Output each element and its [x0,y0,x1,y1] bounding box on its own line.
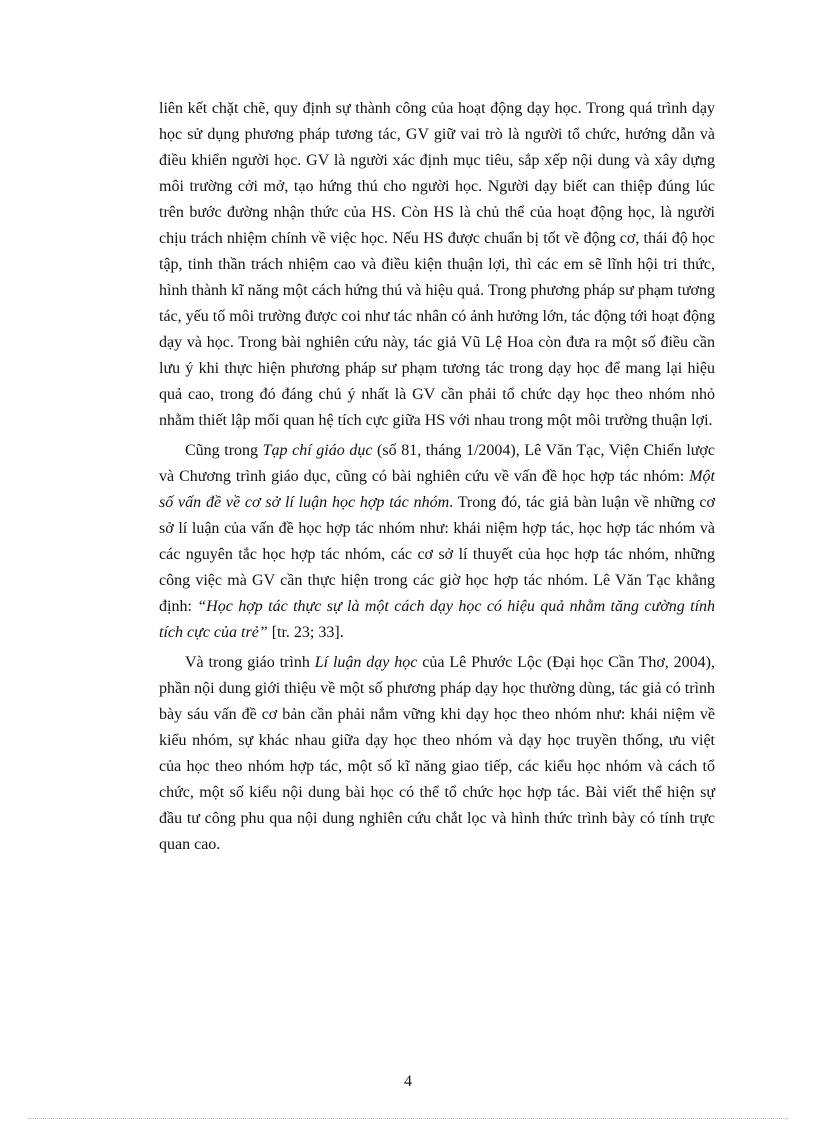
page-number: 4 [404,1073,412,1090]
citation: [tr. 23; 33]. [267,624,344,641]
body-text [159,96,715,858]
page-bottom-divider [28,1118,788,1119]
paragraph-tap-chi-giao-duc [159,438,715,646]
article-title: Một số vấn đề về cơ sở lí luận học hợp tác nhóm [159,468,715,511]
paragraph3-part1: Và trong giáo trình [185,654,315,671]
paragraph2-part1: Cũng trong [185,442,263,459]
book-title: Lí luận dạy học [314,654,418,671]
paragraph2-part2: (số 81, tháng 1/2004), Lê Văn Tạc, Viện Chiến lược và Chương trình giáo dục, cũng có bài nghiên cứu về vấn đề học hợp tác nhóm: [159,442,715,485]
paragraph3-part2: của Lê Phước Lộc (Đại học Cần Thơ, 2004), phần nội dung giới thiệu về một số phương pháp dạy học thường dùng, tác giả có trình bày sáu vấn đề cơ bản cần phải nắm vững khi dạy học theo nhóm như: khái niệm về kiểu nhóm, sự khác nhau giữa dạy học theo nhóm và dạy học truyền thống, ưu việt của học theo nhóm hợp tác, một số kĩ năng giao tiếp, các kiểu học nhóm và cách tổ chức, một số kiểu nội dung bài học có thể tổ chức học hợp tác. Bài viết thể hiện sự đầu tư công phu qua nội dung nghiên cứu chắt lọc và hình thức trình bày có tính trực quan cao. [159,654,715,853]
paragraph-continued: liên kết chặt chẽ, quy định sự thành công của hoạt động dạy học. Trong quá trình dạy học sử dụng phương pháp tương tác, GV giữ vai trò là người tổ chức, hướng dẫn và điều khiển người học. GV là người xác định mục tiêu, sắp xếp nội dung và xây dựng môi trường cởi mở, tạo hứng thú cho người học. Người dạy biết can thiệp đúng lúc trên bước đường nhận thức của HS. Còn HS là chủ thể của hoạt động học, là người chịu trách nhiệm chính về việc học. Nếu HS được chuẩn bị tốt về động cơ, thái độ học tập, tinh thần trách nhiệm cao và điều kiện thuận lợi, thì các em sẽ lĩnh hội tri thức, hình thành kĩ năng một cách hứng thú và hiệu quả. Trong phương pháp sư phạm tương tác, yếu tố môi trường được coi như tác nhân có ảnh hưởng lớn, tác động tới hoạt động dạy và học. Trong bài nghiên cứu này, tác giả Vũ Lệ Hoa còn đưa ra một số điều cần lưu ý khi thực hiện phương pháp sư phạm tương tác trong dạy học để mang lại hiệu quả cao, trong đó đáng chú ý nhất là GV cần phải tổ chức dạy học theo nhóm nhỏ nhằm thiết lập mối quan hệ tích cực giữa HS với nhau trong một môi trường thuận lợi. [159,100,715,429]
journal-name: Tạp chí giáo dục [262,442,373,459]
quote: “Học hợp tác thực sự là một cách dạy học có hiệu quả nhằm tăng cường tính tích cực của trẻ” [159,598,716,641]
paragraph-li-luan-day-hoc [159,650,715,858]
paragraph2-part3: . Trong đó, tác giả bàn luận về những cơ sở lí luận của vấn đề học hợp tác nhóm như: khái niệm hợp tác, học hợp tác nhóm và các nguyên tắc học hợp tác nhóm, các cơ sở lí thuyết của học hợp tác nhóm, những công việc mà GV cần thực hiện trong các giờ học hợp tác nhóm. Lê Văn Tạc khẳng định: [159,494,715,615]
